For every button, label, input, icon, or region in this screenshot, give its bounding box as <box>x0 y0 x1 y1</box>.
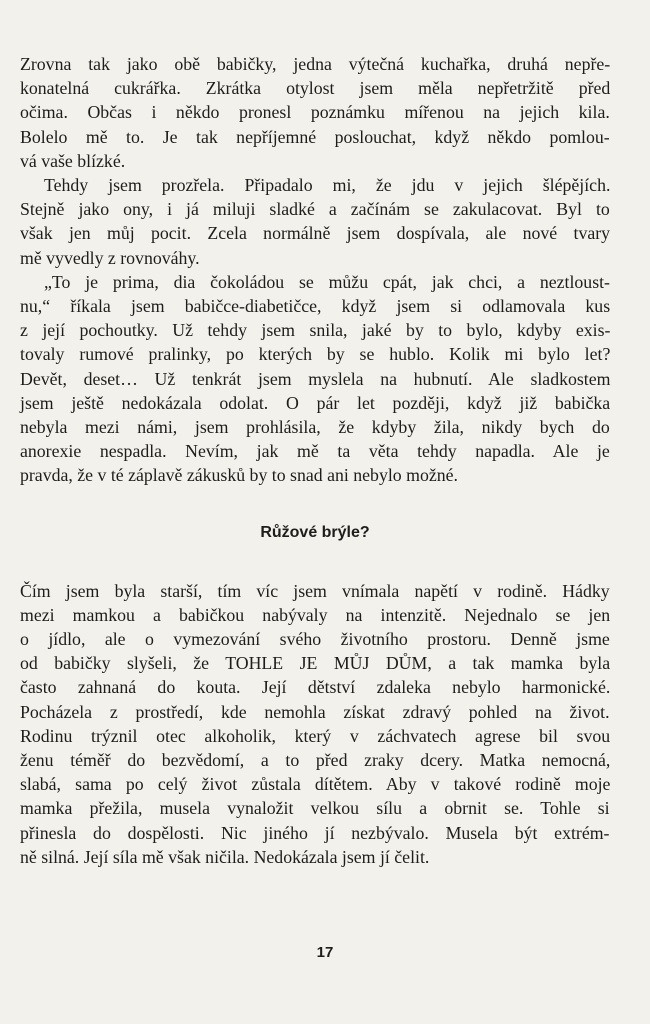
paragraph <box>20 52 610 173</box>
text-line: přinesla do dospělosti. Nic jiného jí nezbývalo. Musela být extrém- <box>20 822 610 843</box>
text-line: Bolelo mě to. Je tak nepříjemné poslouchat, když někdo pomlou- <box>20 126 610 147</box>
text-line: Stejně jako ony, i já miluji sladké a začínám se zakulacovat. Byl to <box>20 199 610 220</box>
text-line: mamka přežila, musela vynaložit velkou sílu a obrnit se. Tohle si <box>20 798 610 819</box>
text-line: z její pochoutky. Už tehdy jsem snila, jaké by to bylo, kdyby exis- <box>20 320 611 341</box>
text-block-top <box>20 52 610 488</box>
text-line: často zahnaná do kouta. Její dětství zdaleka nebylo harmonické. <box>20 677 611 698</box>
text-line: nu,“ říkala jsem babičce-diabetičce, když jsem si odlamovala kus <box>20 296 611 317</box>
book-page <box>20 52 610 869</box>
text-line: Rodinu trýznil otec alkoholik, který v záchvatech agrese bil svou <box>20 725 611 746</box>
text-line: ženu téměř do bezvědomí, a to před zraky dcery. Matka nemocná, <box>20 750 611 771</box>
page-number: 17 <box>316 944 334 961</box>
text-line: nebyla mezi námi, jsem prohlásila, že kdyby žila, nikdy bych do <box>20 417 610 438</box>
paragraph <box>20 270 610 488</box>
section-heading: Růžové brýle? <box>260 523 370 541</box>
text-line: konatelná cukrářka. Zkrátka otylost jsem měla nepřetržitě před <box>20 78 611 99</box>
text-line: Tehdy jsem prozřela. Připadalo mi, že jdu v jejich šlépějích. <box>44 175 611 196</box>
text-line: vá vaše blízké. <box>20 150 126 171</box>
text-block-bottom <box>20 579 610 869</box>
paragraph <box>20 173 610 270</box>
text-line: ně silná. Její síla mě však ničila. Nedokázala jsem jí čelit. <box>20 846 430 867</box>
text-line: pravda, že v té záplavě zákusků by to snad ani nebylo možné. <box>20 465 458 486</box>
text-line: však jen můj pocit. Zcela normálně jsem dospívala, ale nové tvary <box>20 223 611 244</box>
text-line: „To je prima, dia čokoládou se můžu cpát, jak chci, a neztloust- <box>44 271 610 292</box>
text-line: o jídlo, ale o vymezování svého životního prostoru. Denně jsme <box>20 629 610 650</box>
text-line: mezi mamkou a babičkou nabývaly na intenzitě. Nejednalo se jen <box>20 604 611 625</box>
text-line: Devět, deset… Už tenkrát jsem myslela na hubnutí. Ale sladkostem <box>20 368 611 389</box>
text-line: očima. Občas i někdo pronesl poznámku mířenou na jejich kila. <box>20 102 610 123</box>
text-line: tovaly rumové pralinky, po kterých by se hublo. Kolik mi bylo let? <box>20 344 611 365</box>
paragraph <box>20 579 610 869</box>
text-line: jsem ještě nedokázala odolat. O pár let později, když již babička <box>20 392 611 413</box>
text-line: slabá, sama po celý život zůstala dítětem. Aby v takové rodině moje <box>20 774 611 795</box>
text-line: od babičky slyšeli, že TOHLE JE MŮJ DŮM, a tak mamka byla <box>20 653 611 674</box>
text-line: anorexie nespadla. Nevím, jak mě ta věta tehdy napadla. Ale je <box>20 441 610 462</box>
text-line: Zrovna tak jako obě babičky, jedna výtečná kuchařka, druhá nepře- <box>20 54 611 74</box>
text-line: Pocházela z prostředí, kde nemohla získat zdravý pohled na život. <box>20 701 610 722</box>
text-line: Čím jsem byla starší, tím víc jsem vnímala napětí v rodině. Hádky <box>20 580 610 601</box>
text-line: mě vyvedly z rovnováhy. <box>20 247 200 268</box>
